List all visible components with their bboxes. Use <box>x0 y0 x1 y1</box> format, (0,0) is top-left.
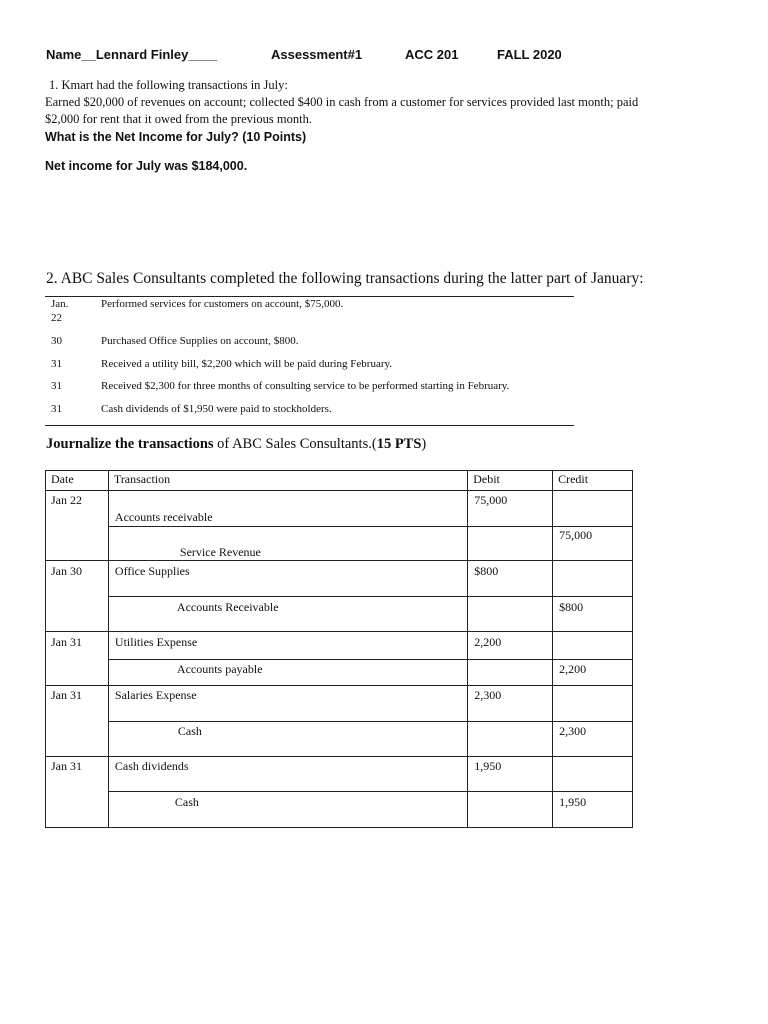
credit-amount: 1,950 <box>559 795 587 809</box>
tx-date: 30 <box>51 335 62 347</box>
debit-account: Salaries Expense <box>114 688 197 702</box>
debit-amount-cell <box>468 597 553 632</box>
debit-column-header: Debit <box>468 471 553 491</box>
credit-amount-cell <box>553 597 633 632</box>
assessment-label: Assessment#1 <box>271 47 363 62</box>
credit-amount-cell <box>553 527 633 561</box>
credit-account: Cash <box>177 724 202 738</box>
debit-account: Accounts receivable <box>114 510 213 524</box>
debit-amount: $800 <box>474 564 499 578</box>
tx-date: Jan. <box>51 298 69 310</box>
debit-amount-cell <box>468 757 553 792</box>
debit-account-cell <box>108 491 467 527</box>
debit-account-cell <box>108 561 467 597</box>
bottom-rule <box>45 425 574 426</box>
entry-date-cell <box>46 686 109 757</box>
credit-account: Service Revenue <box>179 545 261 559</box>
tx-description: Purchased Office Supplies on account, $800. <box>101 335 299 347</box>
entry-date-cell <box>46 491 109 561</box>
credit-account: Accounts payable <box>176 662 263 676</box>
debit-account: Utilities Expense <box>114 635 198 649</box>
transaction-column-header: Transaction <box>108 471 467 491</box>
q1-line3: $2,000 for rent that it owed from the previous month. <box>45 112 312 126</box>
debit-amount-cell <box>468 527 553 561</box>
debit-account-cell <box>108 686 467 722</box>
debit-amount: 2,200 <box>474 635 502 649</box>
credit-amount: 2,300 <box>559 724 587 738</box>
debit-amount: 1,950 <box>474 759 502 773</box>
debit-amount-cell <box>468 686 553 722</box>
debit-account-cell <box>108 632 467 660</box>
debit-amount-cell <box>468 792 553 828</box>
credit-amount-cell <box>553 792 633 828</box>
credit-account-cell <box>108 722 467 757</box>
top-rule <box>45 296 574 297</box>
debit-amount-cell <box>468 660 553 686</box>
debit-amount-cell <box>468 632 553 660</box>
credit-amount: $800 <box>559 600 584 614</box>
table-row <box>46 757 633 792</box>
debit-amount-cell <box>468 561 553 597</box>
q1-line2: Earned $20,000 of revenues on account; collected $400 in cash from a customer for services provided last month; paid <box>45 95 639 109</box>
journal-title-mid: of ABC Sales Consultants.( <box>213 436 377 452</box>
tx-description: Received a utility bill, $2,200 which will be paid during February. <box>101 358 393 370</box>
table-row <box>46 561 633 597</box>
journal-title <box>46 436 426 453</box>
debit-account-cell <box>108 757 467 792</box>
table-row <box>46 632 633 660</box>
debit-amount: 2,300 <box>474 688 502 702</box>
debit-amount-cell <box>468 491 553 527</box>
journal-header-row <box>46 471 633 491</box>
table-row <box>46 660 633 686</box>
student-name: Name__Lennard Finley____ <box>46 47 218 62</box>
credit-amount-cell <box>553 722 633 757</box>
credit-amount: 2,200 <box>559 662 587 676</box>
date-column-header: Date <box>46 471 109 491</box>
table-row <box>46 686 633 722</box>
journal-table <box>45 470 633 828</box>
journal-title-end: ) <box>421 436 427 452</box>
credit-amount-cell <box>553 632 633 660</box>
tx-date-day: 22 <box>51 312 62 324</box>
credit-amount-cell <box>553 686 633 722</box>
course-label: ACC 201 <box>405 47 459 62</box>
table-row <box>46 722 633 757</box>
entry-date-cell <box>46 632 109 686</box>
table-row <box>46 527 633 561</box>
entry-date: Jan 31 <box>51 688 82 702</box>
debit-amount-cell <box>468 722 553 757</box>
table-row <box>46 491 633 527</box>
q2-title: 2. ABC Sales Consultants completed the following transactions during the latter part of January: <box>46 270 644 287</box>
debit-account: Office Supplies <box>114 564 190 578</box>
entry-date: Jan 30 <box>51 564 82 578</box>
debit-account: Cash dividends <box>114 759 189 773</box>
credit-amount-cell <box>553 757 633 792</box>
tx-description: Received $2,300 for three months of consulting service to be performed starting in February. <box>101 380 510 392</box>
table-row <box>46 597 633 632</box>
credit-column-header: Credit <box>553 471 633 491</box>
tx-date: 31 <box>51 358 62 370</box>
credit-account: Accounts Receivable <box>176 600 279 614</box>
credit-amount: 75,000 <box>559 528 593 542</box>
tx-date: 31 <box>51 380 62 392</box>
entry-date-cell <box>46 757 109 828</box>
credit-amount-cell <box>553 491 633 527</box>
entry-date: Jan 22 <box>51 493 82 507</box>
credit-account-cell <box>108 527 467 561</box>
tx-description: Cash dividends of $1,950 were paid to stockholders. <box>101 403 332 415</box>
credit-account-cell <box>108 660 467 686</box>
credit-account: Cash <box>174 795 199 809</box>
table-row <box>46 792 633 828</box>
journal-title-points: 15 PTS <box>376 436 422 452</box>
journal-title-bold: Journalize the transactions <box>46 436 214 452</box>
term-label: FALL 2020 <box>497 47 562 62</box>
credit-account-cell <box>108 792 467 828</box>
tx-date: 31 <box>51 403 62 415</box>
entry-date-cell <box>46 561 109 632</box>
q1-answer: Net income for July was $184,000. <box>45 159 248 173</box>
credit-amount-cell <box>553 561 633 597</box>
q1-line1: 1. Kmart had the following transactions in July: <box>49 78 288 92</box>
debit-amount: 75,000 <box>474 493 508 507</box>
entry-date: Jan 31 <box>51 635 82 649</box>
credit-amount-cell <box>553 660 633 686</box>
q1-question: What is the Net Income for July? (10 Points) <box>45 130 307 144</box>
tx-description: Performed services for customers on account, $75,000. <box>101 298 344 310</box>
entry-date: Jan 31 <box>51 759 82 773</box>
credit-account-cell <box>108 597 467 632</box>
